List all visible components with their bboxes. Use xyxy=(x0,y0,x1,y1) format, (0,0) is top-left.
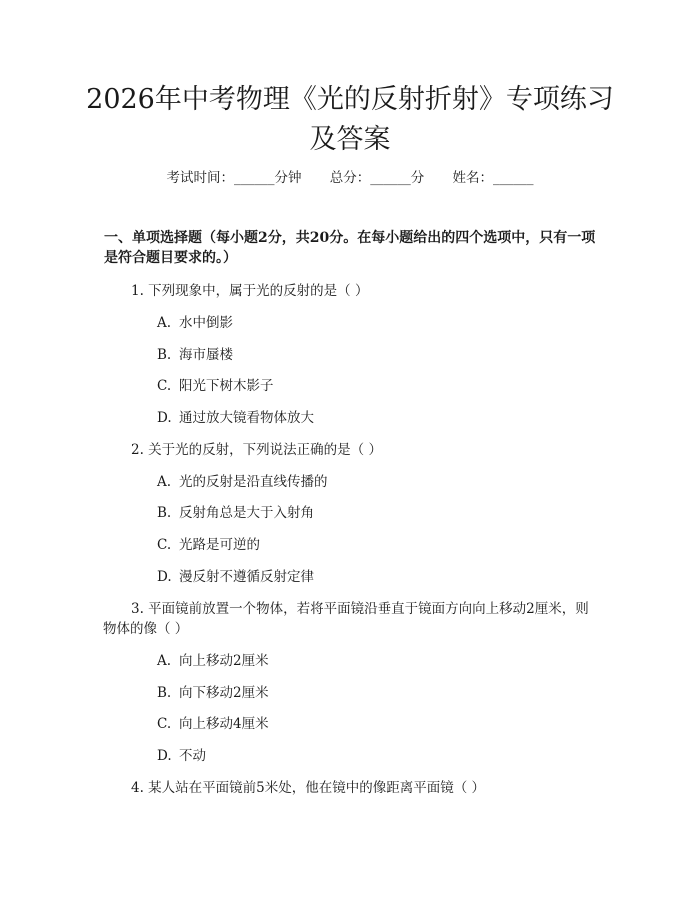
question-2-option-d xyxy=(157,567,314,587)
option-letter: D. xyxy=(157,410,172,426)
option-letter: C. xyxy=(157,537,172,553)
question-3-option-b xyxy=(157,683,269,703)
option-letter: B. xyxy=(157,685,172,701)
question-2-option-c xyxy=(157,535,260,555)
option-text: 向上移动4厘米 xyxy=(179,716,269,732)
section-heading: 一、单项选择题（每小题2分，共20分。在每小题给出的四个选项中，只有一项是符合题目要求的。） xyxy=(104,230,596,266)
option-letter: D. xyxy=(157,569,172,585)
question-2: 2. 关于光的反射，下列说法正确的是（ ） xyxy=(131,442,382,458)
option-letter: A. xyxy=(157,474,172,490)
title-line-1: 2026年中考物理《光的反射折射》专项练习 xyxy=(86,84,614,115)
exam-info xyxy=(0,168,700,188)
total-score-field: 总分：______分 xyxy=(329,170,425,186)
question-1-option-d xyxy=(157,408,314,428)
option-letter: C. xyxy=(157,378,172,394)
question-2-option-b xyxy=(157,503,314,523)
question-4: 4. 某人站在平面镜前5米处，他在镜中的像距离平面镜（ ） xyxy=(131,780,486,796)
option-text: 海市蜃楼 xyxy=(179,347,233,363)
option-letter: A. xyxy=(157,653,172,669)
option-letter: B. xyxy=(157,505,172,521)
option-text: 向上移动2厘米 xyxy=(179,653,269,669)
option-letter: B. xyxy=(157,347,172,363)
option-text: 漫反射不遵循反射定律 xyxy=(179,569,314,585)
option-text: 通过放大镜看物体放大 xyxy=(179,410,314,426)
page-title xyxy=(60,80,640,160)
option-text: 光路是可逆的 xyxy=(179,537,260,553)
title-line-2: 及答案 xyxy=(309,124,391,155)
question-3-option-c xyxy=(157,714,269,734)
option-text: 向下移动2厘米 xyxy=(179,685,269,701)
question-3-option-d xyxy=(157,746,206,766)
option-letter: C. xyxy=(157,716,172,732)
option-letter: D. xyxy=(157,748,172,764)
question-1-option-c xyxy=(157,376,274,396)
option-text: 水中倒影 xyxy=(179,315,233,331)
exam-time-field: 考试时间：______分钟 xyxy=(166,170,302,186)
option-letter: A. xyxy=(157,315,172,331)
question-3: 3. 平面镜前放置一个物体，若将平面镜沿垂直于镜面方向向上移动2厘米，则物体的像（ ） xyxy=(103,601,589,637)
question-1-option-a xyxy=(157,313,233,333)
name-field: 姓名：______ xyxy=(452,170,534,186)
option-text: 阳光下树木影子 xyxy=(179,378,274,394)
option-text: 反射角总是大于入射角 xyxy=(179,505,314,521)
option-text: 不动 xyxy=(179,748,206,764)
question-2-option-a xyxy=(157,472,328,492)
option-text: 光的反射是沿直线传播的 xyxy=(179,474,328,490)
question-3-option-a xyxy=(157,651,269,671)
question-1: 1. 下列现象中，属于光的反射的是（ ） xyxy=(131,283,369,299)
question-1-option-b xyxy=(157,345,233,365)
